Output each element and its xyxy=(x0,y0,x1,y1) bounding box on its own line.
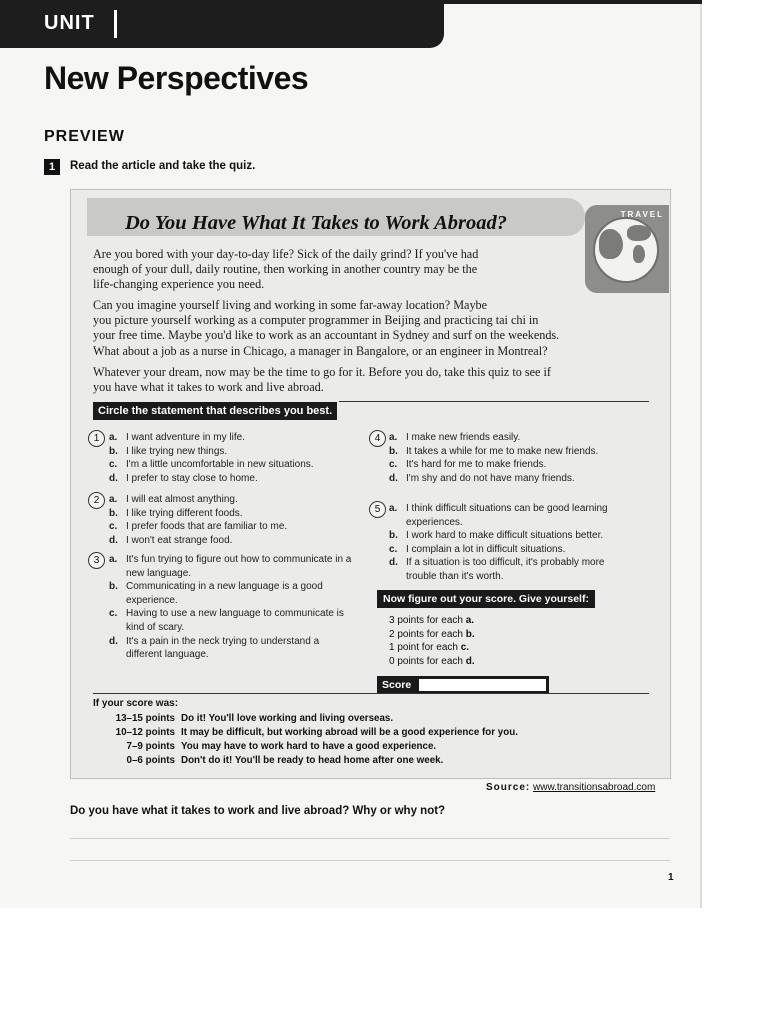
result-text: It may be difficult, but working abroad will be a good experience for you. xyxy=(181,727,518,738)
result-text: Do it! You'll love working and living overseas. xyxy=(181,713,394,724)
divider xyxy=(339,401,649,402)
option-letter: d. xyxy=(389,557,398,569)
scoring-title: Now figure out your score. Give yourself: xyxy=(377,590,595,608)
quiz-instruction: Circle the statement that describes you best. xyxy=(93,402,337,420)
quiz-option[interactable] xyxy=(109,507,349,521)
unit-number-bar xyxy=(114,10,117,38)
option-text: I complain a lot in difficult situations. xyxy=(406,543,566,555)
quiz-option[interactable] xyxy=(109,493,349,507)
points-text: 0 points for each xyxy=(389,655,463,667)
quiz-option[interactable] xyxy=(389,431,649,445)
source-credit xyxy=(486,782,655,793)
option-text: I'm shy and do not have many friends. xyxy=(406,472,575,484)
quiz-option[interactable] xyxy=(389,543,637,557)
option-letter: a. xyxy=(109,432,118,443)
points-letter: a. xyxy=(465,615,475,626)
question-number: 1 xyxy=(88,430,105,447)
points-text: 1 point for each xyxy=(389,642,458,654)
question-4 xyxy=(389,431,649,485)
question-1 xyxy=(109,431,349,485)
option-text: I won't eat strange food. xyxy=(126,534,233,546)
article-paragraph-1 xyxy=(93,247,478,293)
quiz-option[interactable] xyxy=(109,431,349,445)
option-letter: c. xyxy=(389,543,398,555)
option-text: I make new friends easily. xyxy=(406,432,521,443)
paragraph-line: Whatever your dream, now may be the time to go for it. Before you do, take this quiz to see if xyxy=(93,365,551,379)
option-letter: d. xyxy=(109,472,118,484)
result-range: 7–9 points xyxy=(126,741,175,752)
paragraph-line: Can you imagine yourself living and working in some far-away location? Maybe xyxy=(93,298,488,312)
option-text: I work hard to make difficult situations better. xyxy=(406,530,604,542)
quiz-option[interactable] xyxy=(109,580,357,607)
question-5 xyxy=(389,502,637,584)
points-row xyxy=(389,628,475,642)
points-row xyxy=(389,614,475,628)
paragraph-line: What about a job as a nurse in Chicago, a manager in Bangalore, or an engineer in Montreal? xyxy=(93,343,548,358)
quiz-option[interactable] xyxy=(389,458,649,472)
quiz-option[interactable] xyxy=(389,529,637,543)
question-number: 3 xyxy=(88,552,105,569)
page-edge xyxy=(700,0,702,908)
option-text: I prefer foods that are familiar to me. xyxy=(126,521,288,533)
question-3 xyxy=(109,553,357,662)
option-text: If a situation is too difficult, it's probably more trouble than it's worth. xyxy=(406,557,605,582)
option-letter: b. xyxy=(109,507,118,519)
question-number: 5 xyxy=(369,501,386,518)
globe-land xyxy=(627,225,651,241)
divider xyxy=(93,693,649,694)
results-title: If your score was: xyxy=(93,698,179,709)
result-range: 10–12 points xyxy=(115,727,175,738)
option-text: It's fun trying to figure out how to communicate in a new language. xyxy=(126,554,352,579)
option-letter: b. xyxy=(389,445,398,457)
quiz-option[interactable] xyxy=(389,472,649,486)
option-letter: b. xyxy=(389,530,398,542)
result-text: You may have to work hard to have a good experience. xyxy=(181,741,437,752)
score-input[interactable] xyxy=(419,679,546,691)
instruction-number: 1 xyxy=(44,159,60,175)
option-letter: d. xyxy=(109,534,118,546)
option-letter: a. xyxy=(109,554,118,565)
instruction-text: Read the article and take the quiz. xyxy=(70,160,256,172)
page-number: 1 xyxy=(668,872,674,883)
points-row xyxy=(389,641,475,655)
source-label: Source: xyxy=(486,782,531,793)
points-letter: b. xyxy=(465,628,475,640)
option-text: I will eat almost anything. xyxy=(126,494,238,505)
discussion-question: Do you have what it takes to work and live abroad? Why or why not? xyxy=(70,805,446,817)
points-list xyxy=(389,614,475,668)
option-letter: c. xyxy=(389,459,398,471)
option-letter: b. xyxy=(109,581,118,593)
quiz-option[interactable] xyxy=(389,445,649,459)
paragraph-line: enough of your dull, daily routine, then working in another country may be the xyxy=(93,262,478,277)
points-text: 2 points for each xyxy=(389,628,463,640)
quiz-option[interactable] xyxy=(109,534,349,548)
paragraph-line: you picture yourself working as a computer programmer in Beijing and practicing tai chi in xyxy=(93,313,539,328)
points-letter: c. xyxy=(460,642,470,654)
quiz-option[interactable] xyxy=(109,520,349,534)
globe-icon xyxy=(585,205,669,293)
option-letter: a. xyxy=(389,432,398,443)
option-text: It takes a while for me to make new friends. xyxy=(406,445,599,457)
result-range: 0–6 points xyxy=(126,755,175,766)
question-2 xyxy=(109,493,349,547)
result-text: Don't do it! You'll be ready to head home after one week. xyxy=(181,755,444,766)
quiz-option[interactable] xyxy=(109,458,349,472)
source-link[interactable]: www.transitionsabroad.com xyxy=(533,782,656,793)
option-text: I want adventure in my life. xyxy=(126,432,245,443)
option-text: Having to use a new language to communicate is kind of scary. xyxy=(126,608,344,633)
unit-label: UNIT xyxy=(44,12,95,34)
quiz-option[interactable] xyxy=(389,556,637,583)
paragraph-line: Are you bored with your day-to-day life? Sick of the daily grind? If you've had xyxy=(93,247,479,261)
quiz-option[interactable] xyxy=(389,502,637,529)
option-text: It's a pain in the neck trying to understand a different language. xyxy=(126,635,320,661)
option-letter: b. xyxy=(109,445,118,457)
section-heading: PREVIEW xyxy=(44,128,125,145)
paragraph-line: life-changing experience you need. xyxy=(93,277,265,292)
travel-badge: TRAVEL xyxy=(620,210,664,219)
option-text: I like trying new things. xyxy=(126,445,228,457)
option-letter: a. xyxy=(389,503,398,514)
banner-rule xyxy=(444,0,702,4)
page-title: New Perspectives xyxy=(44,60,309,96)
answer-line[interactable] xyxy=(70,860,670,861)
unit-banner xyxy=(0,0,444,48)
score-label: Score xyxy=(382,679,412,691)
quiz-option[interactable] xyxy=(109,445,349,459)
option-letter: c. xyxy=(109,459,118,471)
points-text: 3 points for each xyxy=(389,615,463,626)
article-paragraph-2 xyxy=(93,298,559,359)
points-letter: d. xyxy=(465,655,475,667)
quiz-option[interactable] xyxy=(109,607,357,634)
option-text: I like trying different foods. xyxy=(126,507,243,519)
globe-land xyxy=(633,245,645,263)
option-letter: d. xyxy=(109,635,118,647)
quiz-option[interactable] xyxy=(109,472,349,486)
option-text: I'm a little uncomfortable in new situations. xyxy=(126,459,314,471)
option-letter: a. xyxy=(109,494,118,505)
article-title: Do You Have What It Takes to Work Abroad? xyxy=(125,212,507,234)
quiz-option[interactable] xyxy=(109,553,357,580)
question-number: 4 xyxy=(369,430,386,447)
points-row xyxy=(389,655,475,669)
globe-land xyxy=(599,229,623,259)
paragraph-line: you have what it takes to work and live abroad. xyxy=(93,380,324,395)
answer-line[interactable] xyxy=(70,838,670,839)
score-bar xyxy=(377,676,549,694)
option-text: It's hard for me to make friends. xyxy=(406,459,547,471)
option-letter: d. xyxy=(389,472,398,484)
globe-circle xyxy=(593,217,659,283)
result-range: 13–15 points xyxy=(115,713,175,724)
option-text: I prefer to stay close to home. xyxy=(126,472,258,484)
paragraph-line: your free time. Maybe you'd like to work as an accountant in Sydney and surf on the weekends. xyxy=(93,328,560,343)
option-letter: c. xyxy=(109,608,118,620)
article-box xyxy=(70,189,671,779)
option-text: Communicating in a new language is a good experience. xyxy=(126,581,323,606)
option-text: I think difficult situations can be good learning experiences. xyxy=(406,503,608,528)
article-paragraph-3 xyxy=(93,365,551,395)
question-number: 2 xyxy=(88,492,105,509)
quiz-option[interactable] xyxy=(109,635,357,662)
article-title-bar xyxy=(87,198,585,236)
option-letter: c. xyxy=(109,521,118,533)
